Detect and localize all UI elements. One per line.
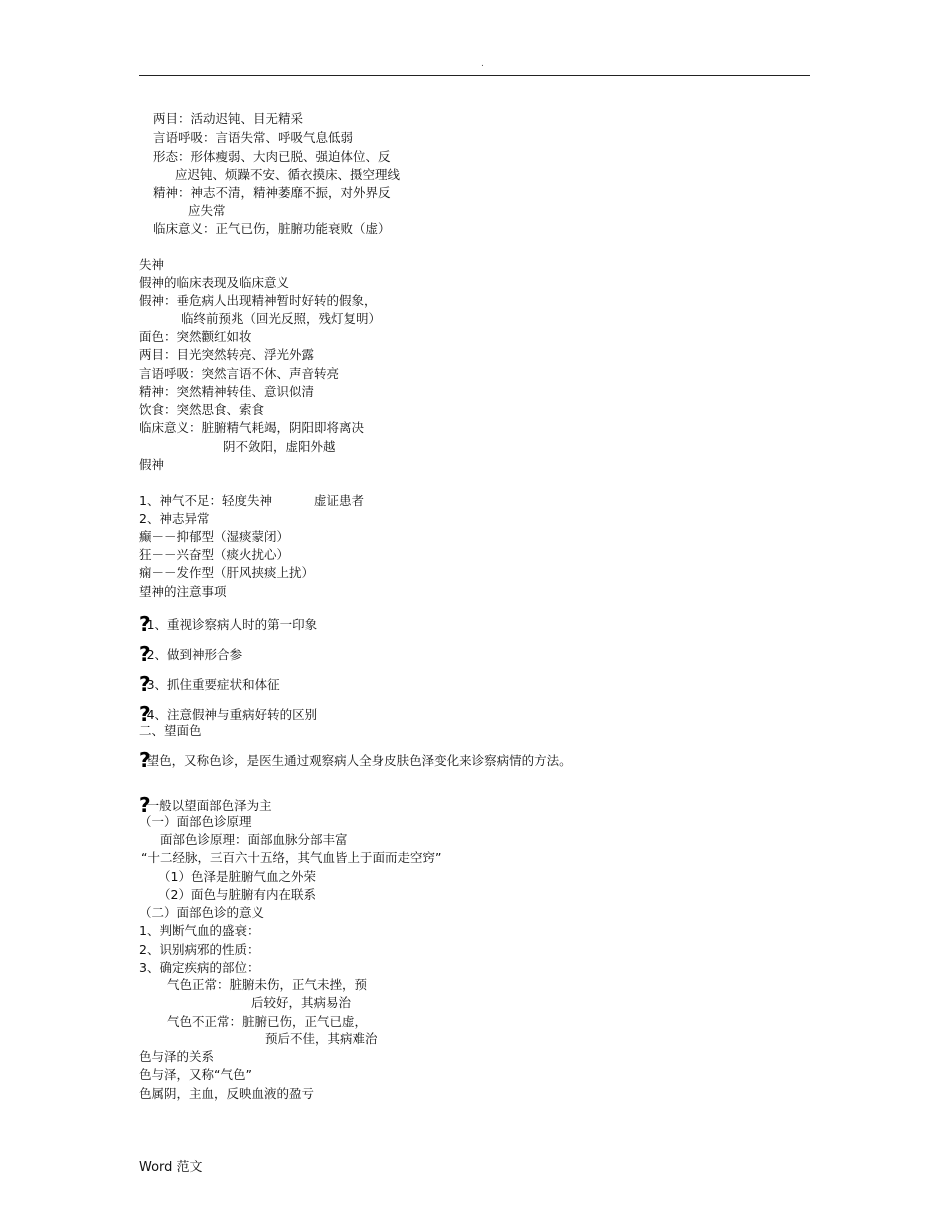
text-line: 痫－－发作型（肝风挟痰上扰） (139, 565, 315, 580)
section-heading: 望神的注意事项 (139, 584, 227, 599)
header-rule (139, 75, 810, 76)
text-line: 色与泽，又称“气色” (139, 1067, 252, 1082)
bullet-item-text: 1、重视诊察病人时的第一印象 (146, 617, 318, 632)
question-mark-icon: ? (139, 748, 151, 772)
text-line: （2）面色与脏腑有内在联系 (158, 887, 316, 902)
bullet-item (139, 612, 318, 636)
text-line: 色属阴，主血，反映血液的盈亏 (139, 1086, 315, 1101)
question-mark-icon: ? (139, 672, 151, 696)
text-line: 3、确定疾病的部位： (139, 960, 260, 975)
text-line: 应迟钝、烦躁不安、循衣摸床、摄空理线 (175, 167, 401, 182)
section-heading: 假神 (139, 457, 165, 472)
section-heading: 失神 (139, 257, 165, 272)
question-mark-icon: ? (139, 642, 151, 666)
question-mark-icon: ? (139, 793, 151, 817)
bullet-item (139, 748, 572, 772)
text-line: 精神：神志不清，精神萎靡不振，对外界反 (153, 185, 391, 200)
text-line: 1、神气不足：轻度失神 (139, 493, 272, 508)
question-mark-icon: ? (139, 612, 151, 636)
text-line: 面色：突然颧红如妆 (139, 329, 252, 344)
bullet-item (139, 642, 243, 666)
bullet-item (139, 702, 318, 726)
text-line: 应失常 (188, 203, 226, 218)
text-line: 两目：目光突然转亮、浮光外露 (139, 347, 315, 362)
bullet-item-text: 望色，又称色诊，是医生通过观察病人全身皮肤色泽变化来诊察病情的方法。 (146, 753, 572, 768)
section-heading: 假神的临床表现及临床意义 (139, 275, 290, 290)
text-line: 狂－－兴奋型（痰火扰心） (139, 547, 290, 562)
text-line: 预后不佳，其病难治 (265, 1031, 378, 1046)
page-footer: Word 范文 (139, 1160, 203, 1175)
section-heading: （二）面部色诊的意义 (139, 905, 265, 920)
text-line: 癫－－抑郁型（湿痰蒙闭） (139, 529, 290, 544)
text-line: 2、识别病邪的性质： (139, 942, 260, 957)
text-line: “十二经脉，三百六十五络，其气血皆上于面而走空窍” (141, 850, 442, 865)
section-heading: （一）面部色诊原理 (139, 814, 252, 829)
text-line: （1）色泽是脏腑气血之外荣 (158, 869, 316, 884)
bullet-item-text: 一般以望面部色泽为主 (146, 798, 272, 813)
text-line: 言语呼吸：言语失常、呼吸气息低弱 (153, 130, 354, 145)
bullet-item-text: 3、抓住重要症状和体征 (146, 677, 280, 692)
question-mark-icon: ? (139, 702, 151, 726)
text-line: 临床意义：正气已伤，脏腑功能衰败（虚） (153, 221, 391, 236)
text-line: 临终前预兆（回光反照，残灯复明） (181, 311, 382, 326)
text-line: 临床意义：脏腑精气耗竭，阴阳即将离决 (139, 420, 365, 435)
bullet-item (139, 793, 272, 817)
text-line: 气色正常：脏腑未伤，正气未挫，预 (167, 977, 368, 992)
text-line: 两目：活动迟钝、目无精采 (153, 111, 304, 126)
header-mark: . (481, 59, 484, 69)
text-line: 虚证患者 (314, 493, 365, 508)
bullet-item-text: 4、注意假神与重病好转的区别 (146, 707, 318, 722)
text-line: 1、判断气血的盛衰： (139, 923, 260, 938)
bullet-item (139, 672, 280, 696)
text-line: 形态：形体瘦弱、大肉已脱、强迫体位、反 (153, 149, 391, 164)
section-heading: 色与泽的关系 (139, 1049, 215, 1064)
text-line: 言语呼吸：突然言语不休、声音转亮 (139, 366, 340, 381)
text-line: 饮食：突然思食、索食 (139, 402, 265, 417)
text-line: 2、神志异常 (139, 511, 210, 526)
section-heading: 二、望面色 (139, 723, 202, 738)
bullet-item-text: 2、做到神形合参 (146, 647, 243, 662)
text-line: 后较好，其病易治 (251, 995, 352, 1010)
text-line: 假神：垂危病人出现精神暂时好转的假象， (139, 293, 377, 308)
text-line: 气色不正常：脏腑已伤，正气已虚， (167, 1014, 368, 1029)
text-line: 阴不敛阳，虚阳外越 (223, 439, 336, 454)
text-line: 精神：突然精神转佳、意识似清 (139, 384, 315, 399)
text-line: 面部色诊原理：面部血脉分部丰富 (160, 832, 348, 847)
